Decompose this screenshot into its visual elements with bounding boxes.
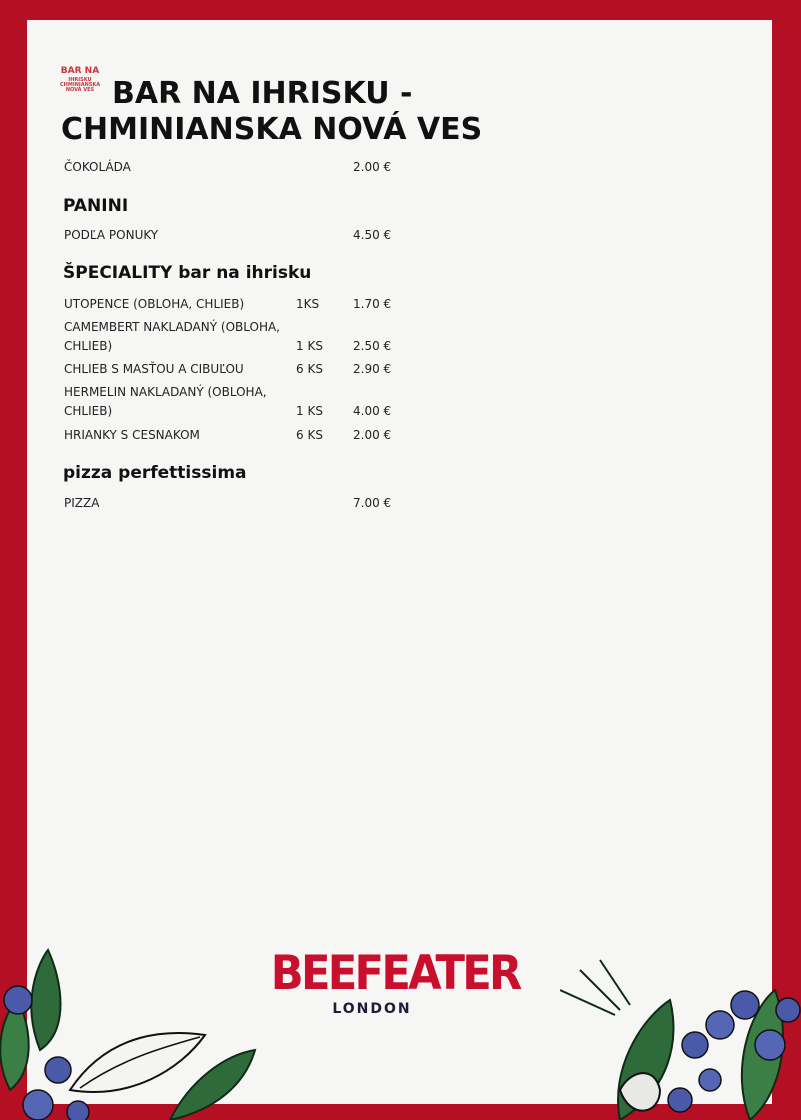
page-title-line-2: CHMINIANSKA NOVÁ VES	[61, 112, 483, 147]
brand-subtitle: LONDON	[332, 1001, 412, 1017]
bar-logo-line-3: CHMINIANSKA NOVÁ VES	[60, 82, 101, 93]
menu-item-price: 4.50 €	[353, 228, 392, 242]
menu-item-price: 7.00 €	[353, 496, 392, 510]
bar-logo-line-1: BAR NA	[60, 66, 100, 76]
menu-item-price: 1.70 €	[353, 297, 392, 311]
menu-item-name: PIZZA	[64, 496, 100, 510]
menu-item-qty: 1 KS	[296, 339, 323, 353]
menu-item-name: CHLIEB S MASŤOU A CIBUĽOU	[64, 362, 244, 376]
page-title	[61, 76, 581, 148]
section-title-speciality: ŠPECIALITY bar na ihrisku	[63, 263, 312, 283]
menu-item-name: ČOKOLÁDA	[64, 160, 131, 174]
menu-item-price: 2.90 €	[353, 362, 392, 376]
menu-item-name: PODĽA PONUKY	[64, 228, 159, 242]
menu-item-price: 2.50 €	[353, 339, 392, 353]
menu-item-name: UTOPENCE (OBLOHA, CHLIEB)	[64, 297, 245, 311]
menu-item-qty: 1 KS	[296, 404, 323, 418]
menu-item-qty: 1KS	[296, 297, 320, 311]
juniper-leaves-left-decoration	[0, 940, 270, 1120]
beefeater-logo	[262, 946, 520, 1017]
menu-item-price: 2.00 €	[353, 428, 392, 442]
brand-name: BEEFEATER	[270, 946, 520, 1001]
menu-item-name: HRIANKY S CESNAKOM	[64, 428, 200, 442]
juniper-leaves-right-decoration	[560, 950, 801, 1120]
section-title-pizza: pizza perfettissima	[63, 463, 247, 483]
menu-item-price: 4.00 €	[353, 404, 392, 418]
menu-item-name: HERMELIN NAKLADANÝ (OBLOHA, CHLIEB)	[64, 385, 267, 418]
menu-item-qty: 6 KS	[296, 362, 323, 376]
bar-logo-line-2: IHRISKU	[68, 77, 92, 83]
menu-item-qty: 6 KS	[296, 428, 323, 442]
menu-item-name: CAMEMBERT NAKLADANÝ (OBLOHA, CHLIEB)	[64, 320, 280, 353]
menu-item-price: 2.00 €	[353, 160, 392, 174]
page-title-line-1: BAR NA IHRISKU -	[112, 76, 413, 111]
section-title-panini: PANINI	[63, 196, 129, 216]
